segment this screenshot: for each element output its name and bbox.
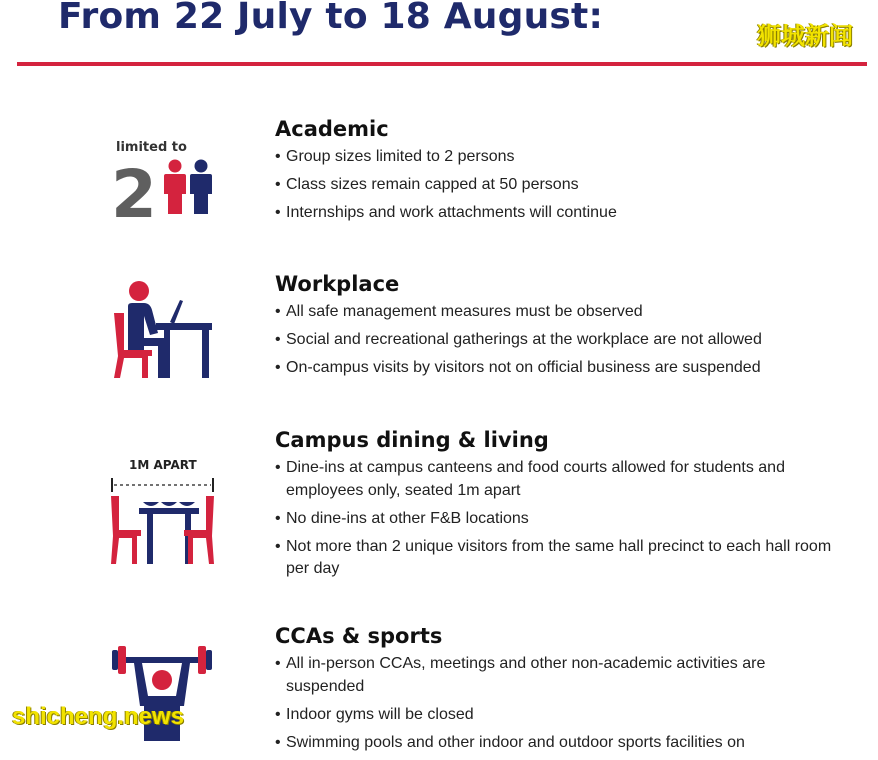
list-item: • Class sizes remain capped at 50 persons — [275, 174, 835, 197]
list-item: • Dine-ins at campus canteens and food courts allowed for students and employees only, seated 1m apart — [275, 457, 835, 502]
title-divider — [17, 62, 867, 66]
section-heading: CCAs & sports — [275, 624, 443, 648]
section-heading: Workplace — [275, 272, 400, 296]
list-item: • Group sizes limited to 2 persons — [275, 146, 835, 169]
bullet-list — [275, 146, 835, 225]
list-item: • Internships and work attachments will continue — [275, 202, 835, 225]
bullet-list — [275, 301, 835, 380]
section-workplace — [275, 271, 835, 385]
list-item: • On-campus visits by visitors not on official business are suspended — [275, 357, 835, 380]
list-item: • Swimming pools and other indoor and outdoor sports facilities on — [275, 732, 835, 755]
person-navy-icon — [190, 160, 212, 215]
icon-1m-apart-label: 1M APART — [129, 458, 197, 472]
watermark-bottom: shicheng.news — [12, 703, 185, 730]
icon-limited-to-label: limited to — [116, 140, 187, 155]
section-campus-dining — [275, 427, 835, 586]
section-heading: Campus dining & living — [275, 428, 549, 452]
list-item: • All in-person CCAs, meetings and other non-academic activities are suspended — [275, 653, 835, 698]
dining-table-icon — [105, 456, 220, 568]
section-ccas-sports — [275, 623, 835, 760]
list-item: • No dine-ins at other F&B locations — [275, 508, 835, 531]
list-item: • Indoor gyms will be closed — [275, 704, 835, 727]
watermark-top: 狮城新闻 — [757, 23, 853, 50]
section-academic — [275, 116, 835, 230]
bullet-list — [275, 653, 835, 754]
bullet-list — [275, 457, 835, 581]
list-item: • Not more than 2 unique visitors from the same hall precinct to each hall room per day — [275, 536, 835, 581]
section-heading: Academic — [275, 117, 389, 141]
person-red-icon — [164, 160, 186, 215]
two-persons-icon — [108, 134, 218, 224]
desk-worker-icon — [108, 278, 218, 383]
icon-number-2: 2 — [111, 156, 157, 224]
page-title: From 22 July to 18 August: — [58, 0, 604, 37]
list-item: • All safe management measures must be observed — [275, 301, 835, 324]
list-item: • Social and recreational gatherings at the workplace are not allowed — [275, 329, 835, 352]
